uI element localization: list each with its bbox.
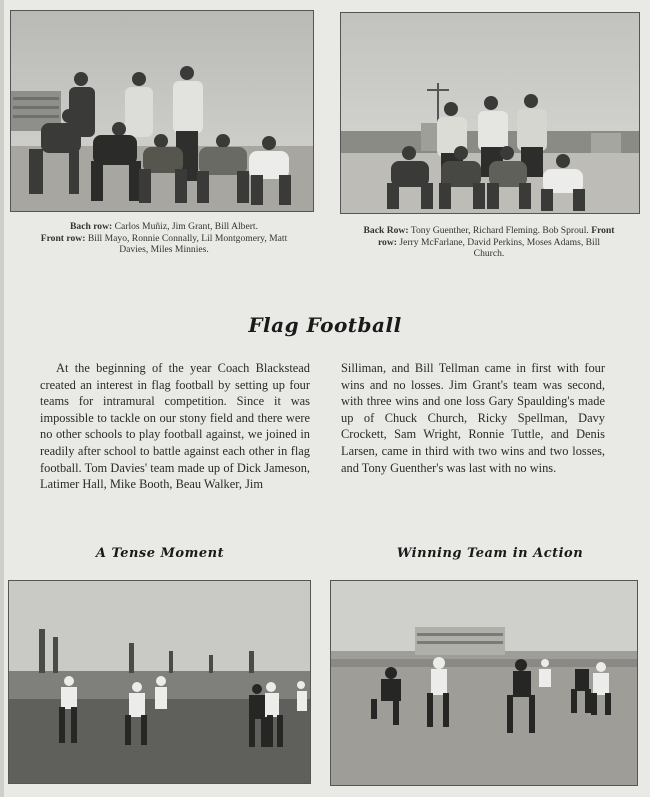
caption-top-right-front-label: Front row:	[377, 225, 615, 248]
team-photo-top-right	[340, 12, 640, 214]
caption-top-right-back-label: Back Row:	[363, 225, 409, 236]
article-left-column: At the beginning of the year Coach Blackstead created an interest in flag football by setting up four teams for intramural competition. Since it was impossible to tackle on our stony field and there were no other schools to play football against, we joined in readily after school to battle against each other in flag football. Tom Davies' team made up of Dick Jameson, Latimer Hall, Mike Booth, Beau Walker, Jim	[40, 361, 310, 492]
action-photo-bottom-left	[8, 580, 311, 784]
heading-winning-team: Winning Team in Action	[396, 546, 584, 561]
caption-top-left	[40, 221, 288, 256]
page-edge	[0, 0, 4, 797]
caption-top-right-back-names: Tony Guenther, Richard Fleming. Bob Sproul.	[410, 225, 589, 236]
caption-top-right-front-names: Jerry McFarlane, David Perkins, Moses Adams, Bill Church.	[399, 236, 601, 259]
caption-top-right	[362, 225, 616, 260]
heading-tense-moment: A Tense Moment	[95, 546, 225, 561]
action-photo-bottom-right	[330, 580, 638, 786]
caption-top-left-front-label: Front row:	[40, 232, 86, 244]
caption-top-left-back-names: Carlos Muñiz, Jim Grant, Bill Albert.	[114, 221, 258, 232]
article-right-column: Silliman, and Bill Tellman came in first with four wins and no losses. Jim Grant's team was second, with three wins and one loss Gary Spaulding's made up of Chuck Church, Ricky Spellman, Davy Crockett, Sam Wright, Ronnie Tuttle, and Denis Larsen, came in third with two wins and two losses, and Tony Guenther's was last with no wins.	[341, 361, 605, 475]
team-photo-top-left	[10, 10, 314, 212]
caption-top-left-back-label: Bach row:	[70, 221, 113, 232]
caption-top-left-front-names: Bill Mayo, Ronnie Connally, Lil Montgomery, Matt Davies, Miles Minnies.	[87, 232, 288, 255]
page-title: Flag Football	[248, 313, 402, 337]
